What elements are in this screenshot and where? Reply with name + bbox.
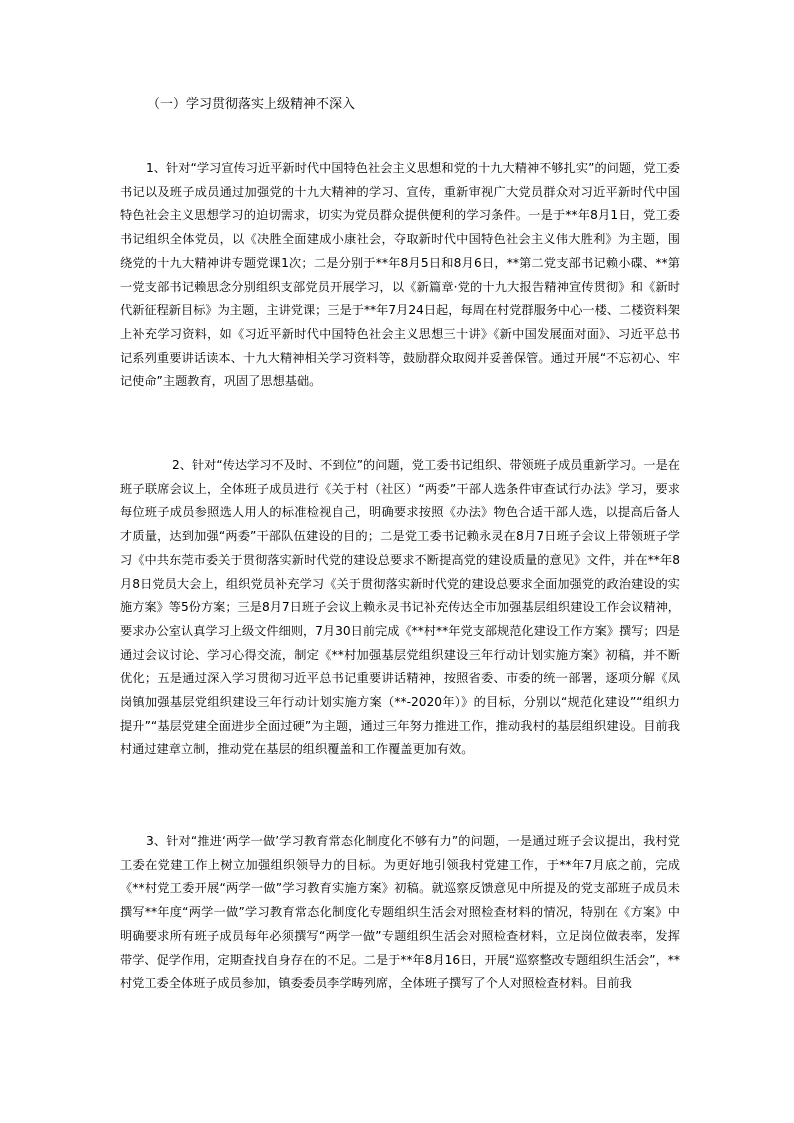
paragraph-3: 3、针对“推进‘两学一做’学习教育常态化制度化不够有力”的问题，一是通过班子会议提出，我村党工委在党建工作上树立加强组织领导力的目标。为更好地引领我村党建工作，于**年7月底之前，完成《**村党工委开展“两学一做”学习教育实施方案》初稿。就巡察反馈意见中所提及的党支部班子成员未撰写**年度“两学一做”学习教育常态化制度化专题组织生活会对照检查材料的情况，特别在《方案》中明确要求所有班子成员每年必须撰写“两学一做”专题组织生活会对照检查材料，立足岗位做表率，发挥带学、促学作用，定期查找自身存在的不足。二是于**年8月16日，开展“巡察整改专题组织生活会”，**村党工委全体班子成员参加，镇委委员李学畴列席，全体班子撰写了个人对照检查材料。目前我	[120, 834, 680, 991]
paragraph-2: 2、针对“传达学习不及时、不到位”的问题，党工委书记组织、带领班子成员重新学习。一是在班子联席会议上，全体班子成员进行《关于村（社区）“两委”干部人选条件审查试行办法》学习，要求每位班子成员参照选人用人的标准检视自己，明确要求按照《办法》物色合适干部人选，以提高后备人才质量，达到加强“两委”干部队伍建设的目的；二是党工委书记赖永灵在8月7日班子会议上带领班子学习《中共东莞市委关于贯彻落实新时代党的建设总要求不断提高党的建设质量的意见》文件，并在**年8月8日党员大会上，组织党员补充学习《关于贯彻落实新时代党的建设总要求全面加强党的政治建设的实施方案》等5份方案；三是8月7日班子会议上赖永灵书记补充传达全市加强基层组织建设工作会议精神，要求办公室认真学习上级文件细则，7月30日前完成《**村**年党支部规范化建设工作方案》撰写；四是通过会议讨论、学习心得交流，制定《**村加强基层党组织建设三年行动计划实施方案》初稿，并不断优化；五是通过深入学习贯彻习近平总书记重要讲话精神，按照省委、市委的统一部署，逐项分解《凤岗镇加强基层党组织建设三年行动计划实施方案（**-2020年）》的目标，分别以“规范化建设”“组织力提升”“基层党建全面进步全面过硬”为主题，通过三年努力推进工作，推动我村的基层组织建设。目前我村通过建章立制，推动党在基层的组织覆盖和工作覆盖更加有效。	[120, 458, 680, 757]
paragraph-1: 1、针对“学习宣传习近平新时代中国特色社会主义思想和党的十九大精神不够扎实”的问题，党工委书记以及班子成员通过加强党的十九大精神的学习、宣传，重新审视广大党员群众对习近平新时代中国特色社会主义思想学习的迫切需求，切实为党员群众提供便利的学习条件。一是于**年8月1日，党工委书记组织全体党员，以《决胜全面建成小康社会，夺取新时代中国特色社会主义伟大胜利》为主题，围绕党的十九大精神讲专题党课1次；二是分别于**年8月5日和8月6日，**第二党支部书记赖小碟、**第一党支部书记赖思念分别组织支部党员开展学习，以《新篇章·党的十九大报告精神宣传贯彻》和《新时代新征程新目标》为主题，主讲党课；三是于**年7月24日起，每周在村党群服务中心一楼、二楼资料架上补充学习资料，如《习近平新时代中国特色社会主义思想三十讲》《新中国发展面对面》、习近平总书记系列重要讲话读本、十九大精神相关学习资料等，鼓励群众取阅并妥善保管。通过开展“不忘初心、牢记使命”主题教育，巩固了思想基础。	[120, 161, 680, 389]
section-heading: （一）学习贯彻落实上级精神不深入	[147, 97, 356, 112]
